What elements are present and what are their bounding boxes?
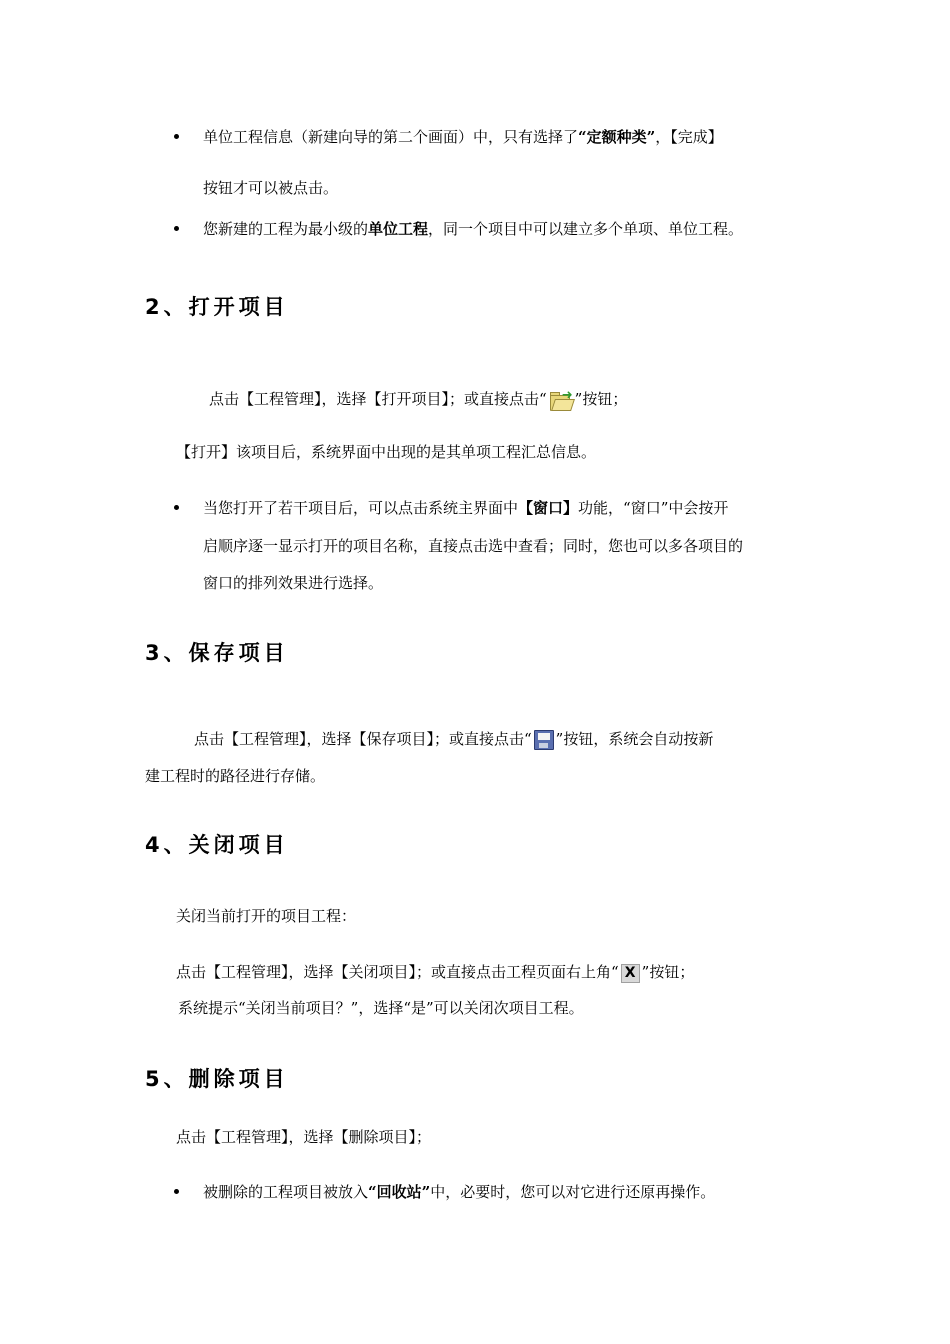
close-icon: X (621, 964, 640, 983)
section-heading-delete-project: 5、删除项目 (145, 1067, 289, 1091)
save-project-instruction: 点击【工程管理】，选择【保存项目】；或直接点击“ ”按钮，系统会自动按新 (194, 730, 714, 748)
close-project-prompt: 系统提示“关闭当前项目？”，选择“是”可以关闭次项目工程。 (178, 999, 584, 1017)
open-project-instruction: 点击【工程管理】，选择【打开项目】；或直接点击“ ➜ ”按钮； (209, 388, 627, 411)
save-project-instruction-line-2: 建工程时的路径进行存储。 (145, 767, 326, 785)
window-bullet-line-3: 窗口的排列效果进行选择。 (203, 574, 384, 592)
close-project-intro: 关闭当前打开的项目工程： (176, 907, 357, 925)
intro-bullet-1-line-2: 按钮才可以被点击。 (203, 179, 339, 197)
open-folder-icon: ➜ (549, 389, 573, 411)
bullet-dot (174, 505, 179, 510)
delete-project-instruction: 点击【工程管理】，选择【删除项目】； (176, 1128, 432, 1146)
intro-bullet-2: 您新建的工程为最小级的单位工程，同一个项目中可以建立多个单项、单位工程。 (203, 220, 744, 238)
section-heading-open-project: 2、打开项目 (145, 295, 289, 319)
window-bullet: 当您打开了若干项目后，可以点击系统主界面中【窗口】功能，“窗口”中会按开 (203, 499, 729, 517)
section-heading-save-project: 3、保存项目 (145, 641, 289, 665)
bullet-dot (174, 226, 179, 231)
bullet-dot (174, 134, 179, 139)
recycle-bin-bullet: 被删除的工程项目被放入“回收站”中，必要时，您可以对它进行还原再操作。 (203, 1183, 716, 1201)
close-project-instruction: 点击【工程管理】，选择【关闭项目】；或直接点击工程页面右上角“ X ”按钮； (176, 963, 695, 981)
bullet-dot (174, 1189, 179, 1194)
section-heading-close-project: 4、关闭项目 (145, 833, 289, 857)
intro-bullet-1: 单位工程信息（新建向导的第二个画面）中，只有选择了“定额种类”，【完成】 (203, 128, 723, 146)
save-disk-icon (534, 730, 554, 750)
open-project-result: 【打开】该项目后，系统界面中出现的是其单项工程汇总信息。 (176, 443, 597, 461)
window-bullet-line-2: 启顺序逐一显示打开的项目名称，直接点击选中查看；同时，您也可以多各项目的 (203, 537, 744, 555)
